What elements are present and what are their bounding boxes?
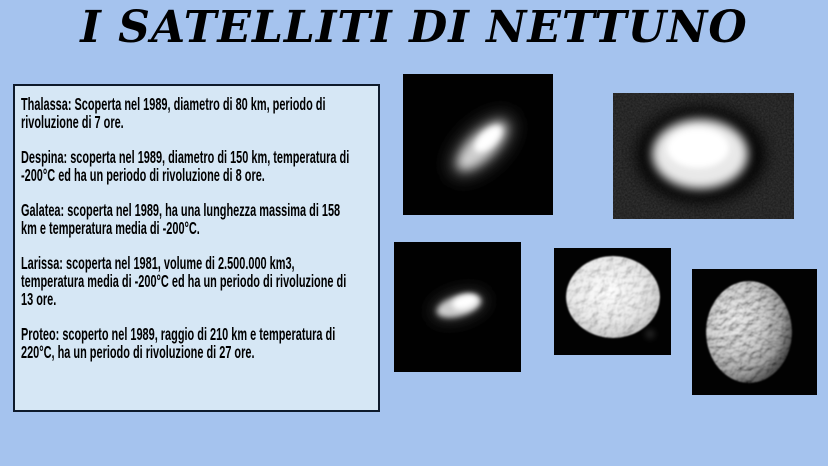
larissa-photo xyxy=(554,248,671,355)
satellite-info-textbox xyxy=(13,84,380,412)
proteo-image xyxy=(692,269,817,395)
thalassa-image xyxy=(403,74,553,215)
despina-description: Despina: scoperta nel 1989, diametro di 150 km, temperatura di -200°C ed ha un periodo di rivoluzione di 8 ore. xyxy=(21,147,350,185)
galatea-description: Galatea: scoperta nel 1989, ha una lunghezza massima di 158 km e temperatura media di -200°C. xyxy=(21,200,341,238)
larissa-description: Larissa: scoperta nel 1981, volume di 2.500.000 km3, temperatura media di -200°C ed ha un periodo di rivoluzione di 13 ore. xyxy=(21,253,347,309)
thalassa-description: Thalassa: Scoperta nel 1989, diametro di 80 km, periodo di rivoluzione di 7 ore. xyxy=(21,94,326,132)
galatea-image xyxy=(394,242,521,372)
galatea-photo xyxy=(394,242,521,372)
proteo-description: Proteo: scoperto nel 1989, raggio di 210 km e temperatura di 220°C, ha un periodo di rivoluzione di 27 ore. xyxy=(21,324,336,362)
despina-image xyxy=(613,93,794,219)
page-title: I SATELLITI DI NETTUNO xyxy=(80,2,748,53)
despina-photo xyxy=(613,93,794,219)
larissa-image xyxy=(554,248,671,355)
proteo-photo xyxy=(692,269,817,395)
thalassa-photo xyxy=(403,74,553,215)
